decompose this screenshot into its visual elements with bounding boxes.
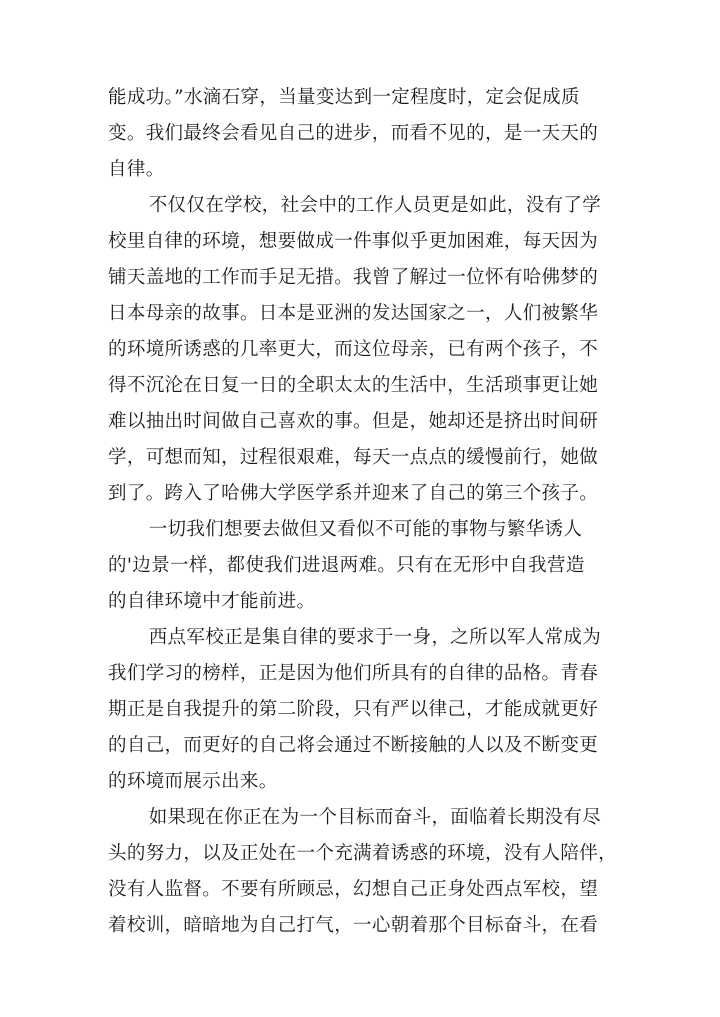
text-line: 的自律环境中才能前进。: [108, 591, 316, 612]
text-line: 不仅仅在学校，社会中的工作人员更是如此，没有了学: [148, 195, 602, 216]
text-line: 期正是自我提升的第二阶段，只有严以律己，才能成就更好: [108, 699, 599, 720]
paragraph-2: [108, 188, 628, 512]
text-line: 自律。: [108, 159, 165, 180]
text-line: 如果现在你正在为一个目标而奋斗，面临着长期没有尽: [148, 807, 602, 828]
text-line: 的自己，而更好的自己将会通过不断接触的人以及不断变更: [108, 735, 599, 756]
text-line: 我们学习的榜样，正是因为他们所具有的自律的品格。青春: [108, 663, 599, 684]
text-line: 一切我们想要去做但又看似不可能的事物与繁华诱人: [148, 519, 583, 540]
text-line: 变。我们最终会看见自己的进步，而看不见的，是一天天的: [108, 123, 599, 144]
paragraph-4: [108, 620, 628, 800]
text-line: 的环境所诱惑的几率更大，而这位母亲，已有两个孩子，不: [108, 339, 599, 360]
text-line: 的'边景一样，都使我们进退两难。只有在无形中自我营造: [108, 555, 585, 576]
text-line: 没有人监督。不要有所顾忌，幻想自己正身处西点军校，望: [108, 879, 599, 900]
text-line: 铺天盖地的工作而手足无措。我曾了解过一位怀有哈佛梦的: [108, 267, 599, 288]
text-line: 着校训，暗暗地为自己打气，一心朝着那个目标奋斗，在看: [108, 915, 599, 936]
document-body: [108, 80, 628, 944]
text-line: 得不沉沦在日复一日的全职太太的生活中，生活琐事更让她: [108, 375, 599, 396]
text-line: 能成功。”水滴石穿，当量变达到一定程度时，定会促成质: [108, 87, 580, 108]
paragraph-5: [108, 800, 628, 944]
text-line: 校里自律的环境，想要做成一件事似乎更加困难，每天因为: [108, 231, 599, 252]
text-line: 头的努力，以及正处在一个充满着诱惑的环境，没有人陪伴，: [108, 843, 617, 864]
text-line: 难以抽出时间做自己喜欢的事。但是，她却还是挤出时间研: [108, 411, 599, 432]
text-line: 日本母亲的故事。日本是亚洲的发达国家之一，人们被繁华: [108, 303, 599, 324]
paragraph-3: [108, 512, 628, 620]
text-line: 西点军校正是集自律的要求于一身，之所以军人常成为: [148, 627, 602, 648]
text-line: 学，可想而知，过程很艰难，每天一点点的缓慢前行，她做: [108, 447, 599, 468]
text-line: 到了。跨入了哈佛大学医学系并迎来了自己的第三个孩子。: [108, 483, 599, 504]
paragraph-1: [108, 80, 628, 188]
text-line: 的环境而展示出来。: [108, 771, 278, 792]
